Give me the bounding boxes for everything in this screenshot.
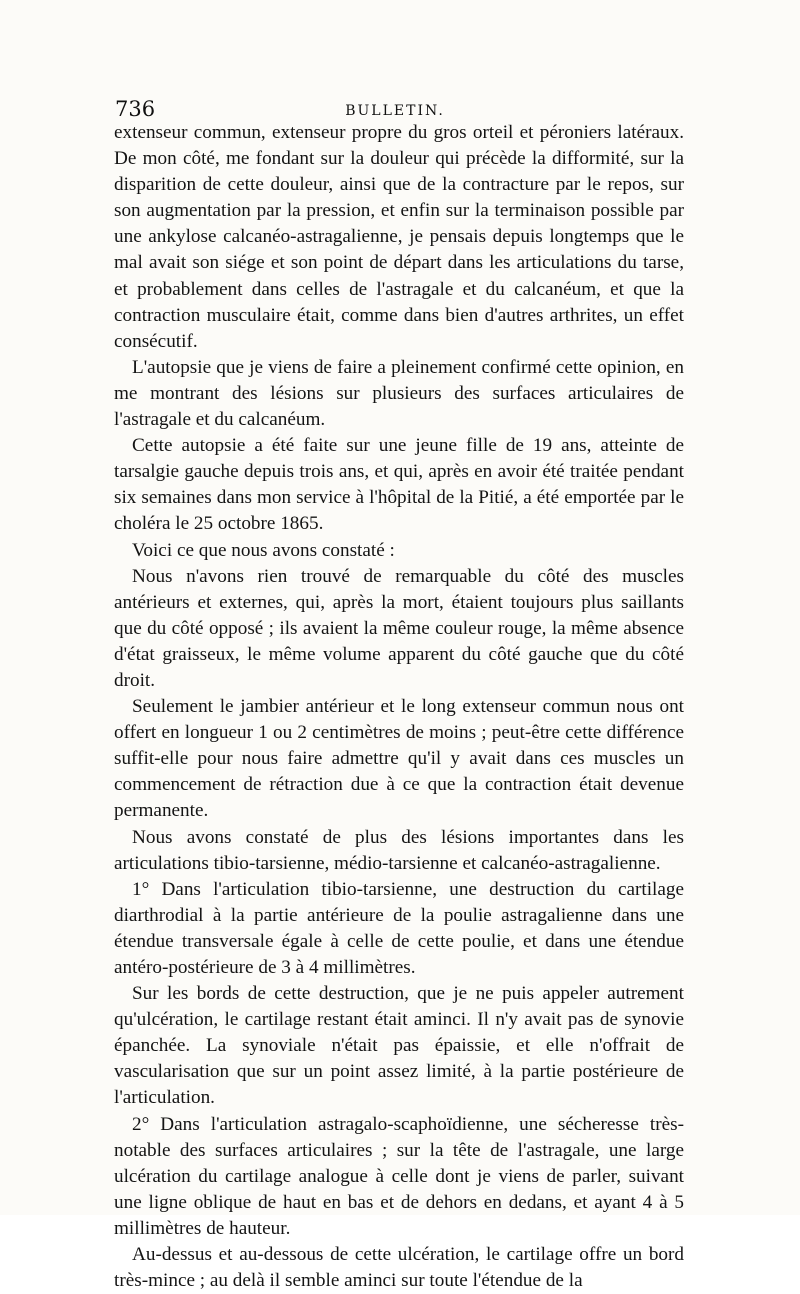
paragraph: extenseur commun, extenseur propre du gros orteil et péroniers latéraux. De mon côté, me fondant sur la douleur qui précède la difformité, sur la disparition de cette douleur, ainsi que de la contracture par le repos, sur son augmentation par la pression, et enfin sur la terminaison possible par une ankylose calcanéo-astragalienne, je pensais depuis longtemps que le mal avait son siége et son point de départ dans les articulations du tarse, et probablement dans celles de l'astragale et du calcanéum, et que la contraction musculaire était, comme dans bien d'autres arthrites, un effet consécutif. bbox=[114, 122, 684, 352]
running-title: BULLETIN. bbox=[345, 103, 445, 119]
paragraph: 2° Dans l'articulation astragalo-scaphoïdienne, une sécheresse très-notable des surfaces articulaires ; sur la tête de l'astragale, une large ulcération du cartilage analogue à celle dont je viens de parler, suivant une ligne oblique de haut en bas et de dehors en dedans, et ayant 4 à 5 millimètres de hauteur. bbox=[114, 1113, 684, 1239]
paragraph: 1° Dans l'articulation tibio-tarsienne, une destruction du cartilage diarthrodial à la partie antérieure de la poulie astragalienne dans une étendue transversale égale à celle de cette poulie, et dans une étendue antéro-postérieure de 3 à 4 millimètres. bbox=[114, 878, 684, 978]
paragraph: Voici ce que nous avons constaté : bbox=[132, 539, 395, 561]
paragraph: Nous avons constaté de plus des lésions importantes dans les articulations tibio-tarsienne, médio-tarsienne et calcanéo-astragalienne. bbox=[114, 826, 684, 874]
body-text bbox=[114, 120, 684, 1294]
paragraph: Sur les bords de cette destruction, que je ne puis appeler autrement qu'ulcération, le cartilage restant était aminci. Il n'y avait pas de synovie épanchée. La synoviale n'était pas épaissie, et elle n'offrait de vascularisation que sur un point assez limité, à la partie postérieure de l'articulation. bbox=[114, 983, 684, 1109]
paragraph: Cette autopsie a été faite sur une jeune fille de 19 ans, atteinte de tarsalgie gauche depuis trois ans, et qui, après en avoir été traitée pendant six semaines dans mon service à l'hôpital de la Pitié, a été emportée par le choléra le 25 octobre 1865. bbox=[114, 435, 684, 535]
paragraph: Au-dessus et au-dessous de cette ulcération, le cartilage offre un bord très-mince ; au delà il semble aminci sur toute l'étendue de la bbox=[114, 1244, 684, 1292]
paragraph: Nous n'avons rien trouvé de remarquable du côté des muscles antérieurs et externes, qui, après la mort, étaient toujours plus saillants que du côté opposé ; ils avaient la même couleur rouge, la même absence d'état graisseux, le même volume apparent du côté gauche que du côté droit. bbox=[114, 565, 684, 691]
paragraph: Seulement le jambier antérieur et le long extenseur commun nous ont offert en longueur 1 ou 2 centimètres de moins ; peut-être cette différence suffit-elle pour nous faire admettre qu'il y avait dans ces muscles un commencement de rétraction due à ce que la contraction était devenue permanente. bbox=[114, 696, 684, 822]
page-number: 736 bbox=[115, 97, 156, 121]
paragraph: L'autopsie que je viens de faire a pleinement confirmé cette opinion, en me montrant des lésions sur plusieurs des surfaces articulaires de l'astragale et du calcanéum. bbox=[114, 356, 684, 431]
